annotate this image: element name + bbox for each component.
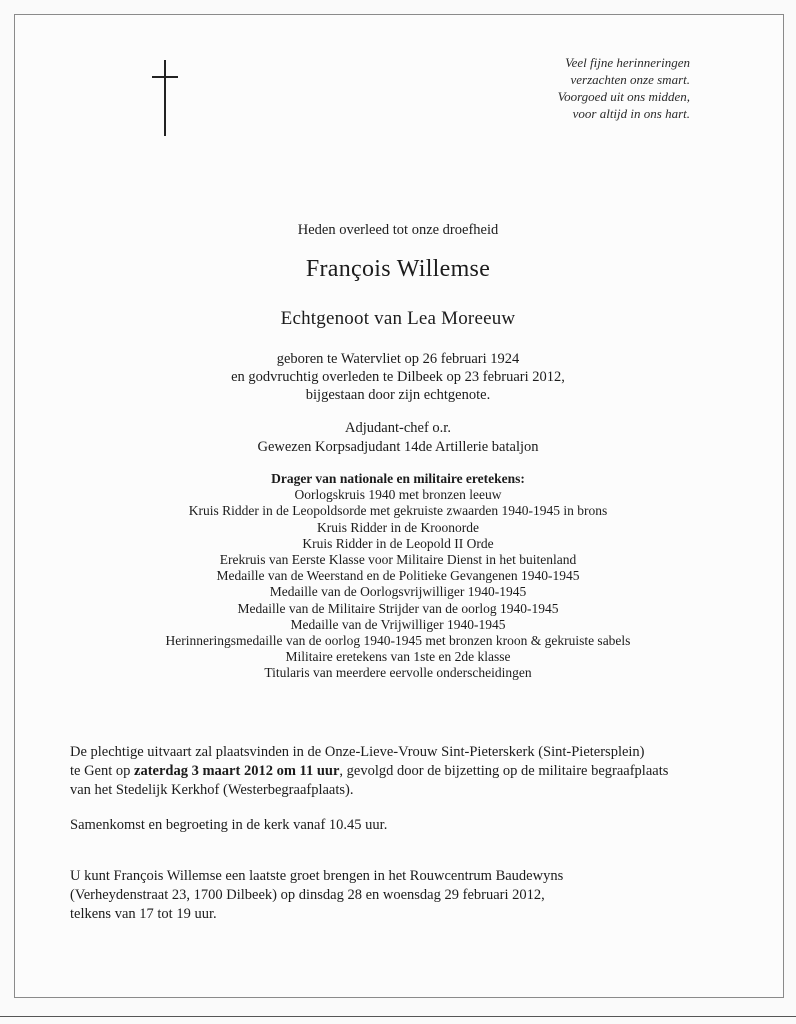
funeral-line: van het Stedelijk Kerkhof (Westerbegraafplaats).: [70, 782, 354, 798]
funeral-paragraph: [70, 743, 750, 800]
honour-item: Herinneringsmedaille van de oorlog 1940-1945 met bronzen kroon & gekruiste sabels: [165, 633, 631, 649]
bio-line: en godvruchtig overleden te Dilbeek op 23 februari 2012,: [231, 369, 565, 385]
military-rank: [0, 419, 796, 457]
honour-item: Kruis Ridder in de Kroonorde: [317, 519, 479, 535]
funeral-text: te Gent op: [70, 763, 135, 779]
gathering-paragraph: Samenkomst en begroeting in de kerk vanaf 10.45 uur.: [70, 817, 388, 833]
funeral-line: [70, 762, 750, 781]
honour-item: Erekruis van Eerste Klasse voor Militaire Dienst in het buitenland: [219, 552, 577, 568]
poem: [558, 54, 690, 122]
honours-list: [0, 471, 796, 682]
bio-line: bijgestaan door zijn echtgenote.: [305, 387, 491, 403]
honour-item: Medaille van de Weerstand en de Politieke Gevangenen 1940-1945: [216, 568, 580, 584]
cross-icon: [152, 60, 178, 136]
honour-item: Medaille van de Militaire Strijder van de oorlog 1940-1945: [237, 600, 559, 616]
poem-line: voor altijd in ons hart.: [572, 106, 690, 121]
funeral-date-time: zaterdag 3 maart 2012 om 11 uur: [134, 763, 340, 779]
biography: [0, 350, 796, 404]
honour-item: Kruis Ridder in de Leopoldsorde met gekruiste zwaarden 1940-1945 in brons: [188, 503, 608, 519]
poem-line: verzachten onze smart.: [570, 72, 690, 87]
intro-text: Heden overleed tot onze droefheid: [297, 222, 499, 238]
honour-item: Oorlogskruis 1940 met bronzen leeuw: [294, 487, 502, 503]
visitation-line: telkens van 17 tot 19 uur.: [70, 906, 217, 922]
visitation-line: (Verheydenstraat 23, 1700 Dilbeek) op dinsdag 28 en woensdag 29 februari 2012,: [70, 887, 545, 903]
visitation-paragraph: [70, 867, 750, 924]
honours-heading: Drager van nationale en militaire eretekens:: [271, 471, 525, 486]
honour-item: Medaille van de Oorlogsvrijwilliger 1940-1945: [269, 584, 527, 600]
poem-line: Veel fijne herinneringen: [565, 55, 690, 70]
spouse-line: Echtgenoot van Lea Moreeuw: [280, 308, 516, 329]
visitation-line: U kunt François Willemse een laatste groet brengen in het Rouwcentrum Baudewyns: [70, 868, 564, 884]
rank-line: Adjudant-chef o.r.: [345, 420, 451, 436]
honour-item: Titularis van meerdere eervolle onderscheidingen: [264, 665, 532, 681]
funeral-text: , gevolgd door de bijzetting op de militaire begraafplaats: [339, 763, 669, 779]
poem-line: Voorgoed uit ons midden,: [557, 89, 690, 104]
honour-item: Kruis Ridder in de Leopold II Orde: [302, 535, 494, 551]
fold-line: [0, 1016, 796, 1017]
honour-item: Militaire eretekens van 1ste en 2de klasse: [285, 649, 511, 665]
deceased-name: François Willemse: [305, 256, 491, 282]
honour-item: Medaille van de Vrijwilliger 1940-1945: [290, 616, 506, 632]
rank-line: Gewezen Korpsadjudant 14de Artillerie bataljon: [257, 439, 539, 455]
bio-line: geboren te Watervliet op 26 februari 1924: [276, 351, 520, 367]
funeral-line: De plechtige uitvaart zal plaatsvinden in de Onze-Lieve-Vrouw Sint-Pieterskerk (Sint-Pietersplein): [70, 744, 645, 760]
